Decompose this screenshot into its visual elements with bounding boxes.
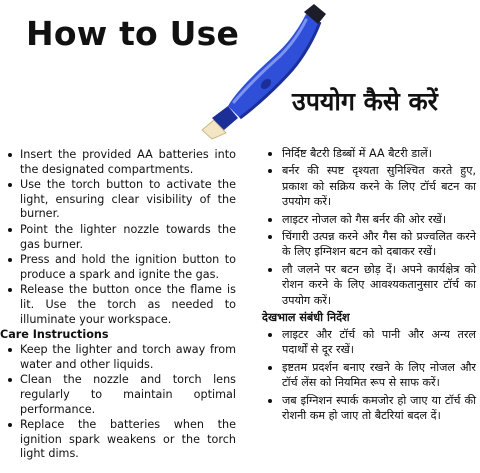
list-item: लाइटर और टॉर्च को पानी और अन्य तरल पदार्थों से दूर रखें।	[262, 327, 476, 358]
list-item: जब इग्निशन स्पार्क कमजोर हो जाए या टॉर्च की रोशनी कम हो जाए तो बैटरियां बदल दें।	[262, 393, 476, 424]
list-item: Release the button once the flame is lit. Use the torch as needed to illuminate your workspace.	[0, 283, 236, 327]
english-instructions	[0, 148, 236, 463]
list-item: निर्दिष्ट बैटरी डिब्बों में AA बैटरी डालें।	[262, 146, 476, 161]
list-item: Replace the batteries when the ignition spark weakens or the torch light dims.	[0, 418, 236, 462]
list-item: लाइटर नोजल को गैस बर्नर की ओर रखें।	[262, 212, 476, 227]
title-hindi: उपयोग कैसे करें	[292, 87, 438, 116]
list-item: Point the lighter nozzle towards the gas burner.	[0, 223, 236, 252]
torch-nozzle	[202, 106, 238, 139]
hindi-steps-list	[262, 146, 476, 308]
list-item: Use the torch button to activate the light, ensuring clear visibility of the burner.	[0, 178, 236, 222]
english-care-list	[0, 343, 236, 462]
list-item: Insert the provided AA batteries into the designated compartments.	[0, 148, 236, 177]
english-steps-list	[0, 148, 236, 327]
care-instructions-heading: Care Instructions	[0, 328, 109, 342]
list-item: Press and hold the ignition button to produce a spark and ignite the gas.	[0, 253, 236, 282]
list-item: इष्टतम प्रदर्शन बनाए रखने के लिए नोजल और टॉर्च लेंस को नियमित रूप से साफ करें।	[262, 360, 476, 391]
torch-lighter-image	[196, 2, 334, 140]
list-item: चिंगारी उत्पन्न करने और गैस को प्रज्वलित करने के लिए इग्निशन बटन को दबाकर रखें।	[262, 229, 476, 260]
care-instructions-heading-hindi: देखभाल संबंधी निर्देश	[262, 311, 350, 325]
list-item: Keep the lighter and torch away from water and other liquids.	[0, 343, 236, 372]
title-english: How to Use	[26, 14, 240, 53]
list-item: बर्नर की स्पष्ट दृश्यता सुनिश्चित करते हुए, प्रकाश को सक्रिय करने के लिए टॉर्च बटन का उपयोग करें।	[262, 163, 476, 209]
hindi-instructions	[262, 146, 476, 426]
list-item: Clean the nozzle and torch lens regularly to maintain optimal performance.	[0, 373, 236, 417]
hindi-care-list	[262, 327, 476, 423]
list-item: लौ जलने पर बटन छोड़ दें। अपने कार्यक्षेत्र को रोशन करने के लिए आवश्यकतानुसार टॉर्च का उपयोग करें।	[262, 262, 476, 308]
